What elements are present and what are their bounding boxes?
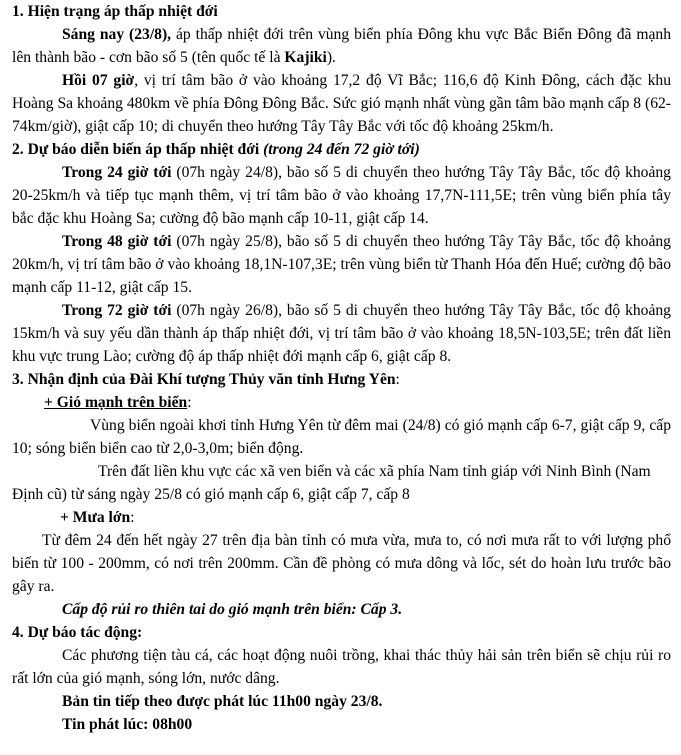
forecast-72h-text: (07h ngày 26/8), bão số 5 di chuyển theo hướng Tây Tây Bắc, tốc độ khoảng 15km/h và suy yếu dần thành áp thấp nhiệt đới, vị trí tâm bão ở vào khoảng 18,5N-103,5E; trên đất liền khu vực trung Lào; cường độ áp thấp nhiệt đới mạnh cấp 6, giật cấp 8. (12, 302, 671, 365)
time-label: Hồi 07 giờ (62, 72, 135, 89)
section-2-title (12, 138, 671, 161)
risk-level-line (12, 598, 671, 621)
risk-level-text: Cấp độ rủi ro thiên tai do gió mạnh trên biển: Cấp 3. (62, 601, 403, 618)
offshore-wind-paragraph (12, 414, 671, 460)
forecast-48h-text: (07h ngày 25/8), bão số 5 di chuyển theo hướng Tây Tây Bắc, tốc độ khoảng 20km/h, vị trí tâm bão ở vào khoảng 18,1N-107,3E; trên vùng biển từ Thanh Hóa đến Huế; cường độ bão mạnh cấp 11-12, giật cấp 15. (12, 233, 671, 296)
impact-text: Các phương tiện tàu cá, các hoạt động nuôi trồng, khai thác thủy hải sản trên biển sẽ chịu rủi ro rất lớn của gió mạnh, sóng lớn, nước dâng. (12, 647, 671, 687)
forecast-72h-paragraph (12, 299, 671, 368)
inland-wind-text: Trên đất liền khu vực các xã ven biển và các xã phía Nam tỉnh giáp với Ninh Bình (Nam Định cũ) từ sáng ngày 25/8 có gió mạnh cấp 6, giật cấp 7, cấp 8 (12, 463, 651, 503)
position-paragraph (12, 69, 671, 138)
wind-subheading (12, 391, 671, 414)
section-4-title (12, 621, 671, 644)
wind-subheading-text: + Gió mạnh trên biển (44, 394, 188, 411)
section-1-title-text: 1. Hiện trạng áp thấp nhiệt đới (12, 3, 218, 20)
storm-name: Kajiki (284, 49, 327, 66)
rain-subheading-colon: : (130, 509, 135, 526)
current-status-text: áp thấp nhiệt đới trên vùng biển phía Đông khu vực Bắc Biển Đông đã mạnh lên thành bão - cơn bão số 5 (tên quốc tế là (12, 26, 671, 66)
forecast-24h-paragraph (12, 161, 671, 230)
section-3-title-colon: : (395, 371, 400, 388)
section-4-title-text: 4. Dự báo tác động: (12, 624, 143, 641)
next-bulletin-text: Bản tin tiếp theo được phát lúc 11h00 ngày 23/8. (62, 693, 383, 710)
forecast-48h-paragraph (12, 230, 671, 299)
forecast-24h-label: Trong 24 giờ tới (62, 164, 172, 181)
issued-time-line (12, 713, 671, 736)
position-text: , vị trí tâm bão ở vào khoảng 17,2 độ Vĩ Bắc; 116,6 độ Kinh Đông, cách đặc khu Hoàng Sa khoảng 480km về phía Đông Đông Bắc. Sức gió mạnh nhất vùng gần tâm bão mạnh cấp 8 (62-74km/giờ), giật cấp 10; di chuyển theo hướng Tây Tây Bắc với tốc độ khoảng 25km/h. (12, 72, 672, 135)
section-2-title-italic: (trong 24 đến 72 giờ tới) (263, 141, 420, 158)
forecast-24h-text: (07h ngày 24/8), bão số 5 di chuyển theo hướng Tây Tây Bắc, tốc độ khoảng 20-25km/h và tiếp tục mạnh thêm, vị trí tâm bão ở vào khoảng 17,7N-111,5E; trên vùng biển phía tây bắc đặc khu Hoàng Sa; cường độ bão mạnh cấp 10-11, giật cấp 14. (12, 164, 671, 227)
rain-text: Từ đêm 24 đến hết ngày 27 trên địa bàn tỉnh có mưa vừa, mưa to, có nơi mưa rất to với lượng phổ biến từ 100 - 200mm, có nơi trên 200mm. Cần đề phòng có mưa dông và lốc, sét do hoàn lưu trước bão gây ra. (12, 532, 671, 595)
next-bulletin-line (12, 690, 671, 713)
issued-time-text: Tin phát lúc: 08h00 (62, 716, 193, 733)
this-morning-label: Sáng nay (23/8), (62, 26, 172, 43)
impact-paragraph (12, 644, 671, 690)
section-3-title (12, 368, 671, 391)
forecast-48h-label: Trong 48 giờ tới (62, 233, 172, 250)
rain-paragraph (12, 529, 671, 598)
forecast-72h-label: Trong 72 giờ tới (62, 302, 172, 319)
rain-subheading (12, 506, 671, 529)
rain-subheading-text: + Mưa lớn (60, 509, 131, 526)
section-3-title-text: 3. Nhận định của Đài Khí tượng Thủy văn tỉnh Hưng Yên (12, 371, 396, 388)
wind-subheading-colon: : (187, 394, 192, 411)
section-2-title-text: 2. Dự báo diễn biến áp thấp nhiệt đới (12, 141, 264, 158)
current-status-end: ). (326, 49, 336, 66)
offshore-wind-text: Vùng biển ngoài khơi tỉnh Hưng Yên từ đêm mai (24/8) có gió mạnh cấp 6-7, giật cấp 9, cấp 10; sóng biển biển cao từ 2,0-3,0m; biển động. (12, 417, 671, 457)
inland-wind-paragraph (12, 460, 671, 506)
section-1-title (12, 0, 671, 23)
current-status-paragraph (12, 23, 671, 69)
